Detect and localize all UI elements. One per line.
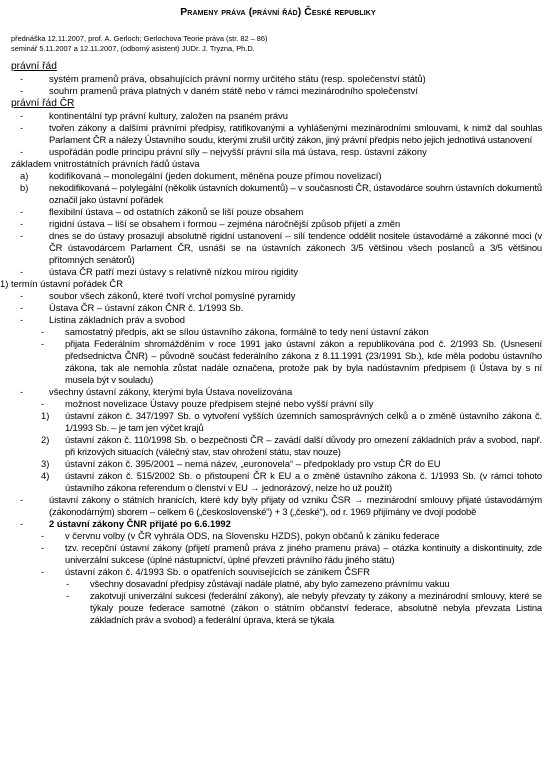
list-item: - rigidní ústava – liší se obsahem i formou – zejména náročnější způsob přijetí a změn — [0, 218, 556, 230]
sub-list-item: 1) ústavní zákon č. 347/1997 Sb. o vytvoření vyšších územních samosprávných celků a o změně ústavního zákona č. 1/1993 Sb. – je tam jen výčet krajů — [41, 410, 542, 434]
item-text: přijata Federálním shromážděním v roce 1991 jako ústavní zákon a republikována pod č. 2/1993 Sb. (Usnesení předsednictva ČNR) – původně součást federálního zákona z 8.11.1991 (23/1991 Sb.), kde měla podobu ústavního zákona, tak ale nemohla zůstat nadále označena, protože pak by byla nadústavním předpisem (i Ústava by s ní musela být v souladu) — [65, 338, 542, 386]
sub-sub-list-item: - všechny dosavadní předpisy zůstávají nadále platné, aby bylo zamezeno právnímu vakuu — [0, 578, 556, 590]
list-item: - Ústava ČR – ústavní zákon ČNR č. 1/1993 Sb. — [0, 302, 556, 314]
sub-list-item: - v červnu volby (v ČR vyhrála ODS, na Slovensku HZDS), pokyn občanů k zániku federace — [0, 530, 556, 542]
sub-list-item: - možnost novelizace Ústavy pouze předpisem stejné nebo vyšší právní síly — [0, 398, 556, 410]
item-text: Listina základních práv a svobod — [49, 314, 186, 326]
term-heading: 1) termín ústavní pořádek ČR — [0, 278, 123, 290]
item-text: Ústava ČR – ústavní zákon ČNR č. 1/1993 Sb. — [49, 302, 244, 314]
item-text: samostatný předpis, akt se sílou ústavního zákona, formálně to tedy není ústavní zákon — [65, 326, 429, 338]
item-text: souhrn pramenů práva platných v daném státě nebo v rámci mezinárodního společenství — [49, 85, 418, 97]
list-item: - systém pramenů práva, obsahujících právní normy určitého státu (resp. společenství států) — [0, 73, 556, 85]
list-item: - kontinentální typ právní kultury, založen na psaném právu — [0, 110, 556, 122]
document-title — [0, 7, 556, 19]
item-text: ústavní zákon č. 347/1997 Sb. o vytvoření vyšších územních samosprávných celků a o změně ústavního zákona č. 1/1993 Sb. – je tam jen výčet krajů — [65, 410, 542, 434]
section-heading-pravni-rad — [11, 61, 556, 73]
title-text: Prameny práva (právní řád) České republiky — [180, 7, 376, 18]
item-text: v červnu volby (v ČR vyhrála ODS, na Slovensku HZDS), pokyn občanů k zániku federace — [65, 530, 440, 542]
sub-list-item: 4) ústavní zákon č. 515/2002 Sb. o přistoupení ČR k EU a o změně ústavního zákona č. 1/1993 Sb. (v rámci tohoto ústavního zákona referendum o členství v EU → jednorázový, nelze ho už použít) — [41, 470, 542, 494]
list-item: - 2 ústavní zákony ČNR přijaté po 6.6.1992 — [0, 518, 556, 530]
list-item: - flexibilní ústava – od ostatních zákonů se liší pouze obsahem — [0, 206, 556, 218]
item-text: ústavní zákon č. 110/1998 Sb. o bezpečnosti ČR – zavádí další důvody pro omezení základních práv a svobod, např. při krizových situacích (válečný stav, stav ohrožení státu, stav nouze) — [65, 434, 542, 458]
item-text: 2 ústavní zákony ČNR přijaté po 6.6.1992 — [49, 518, 231, 530]
sub-sub-list-item: - zakotvují univerzální sukcesi (federální zákony), ale nebyly převzaty ty zákony a mezinárodní smlouvy, které se týkaly pouze federace samotné (zákon o státním občanství federace, absolutně nebyla převzata Listina základních práv a svobod) a federální úprava, která se týkala — [66, 590, 542, 626]
seminar-line: seminář 5.11.2007 a 12.11.2007, (odborný asistent) JUDr. J. Tryzna, Ph.D. — [11, 43, 255, 53]
list-item: - dnes se do ústavy prosazují absolutně rigidní ustanovení – sílí tendence oddělit nositele ústavodárné a zákonné moci (v ČR ústavodárcem Parlament ČR, usnáší se na ústavních zákonech 3/5 většinou všech poslanců a 3/5 většinou přítomných senátorů) — [20, 230, 542, 266]
constitution-intro: základem vnitrostátních právních řádů ústava — [11, 158, 200, 170]
item-text: možnost novelizace Ústavy pouze předpisem stejné nebo vyšší právní síly — [65, 398, 374, 410]
sub-list-item: - samostatný předpis, akt se sílou ústavního zákona, formálně to tedy není ústavní zákon — [0, 326, 556, 338]
item-text: uspořádán podle principu právní síly – nejvyšší právní síla má ústava, resp. ústavní zákony — [49, 146, 427, 158]
list-item: - Listina základních práv a svobod — [0, 314, 556, 326]
list-item: - ústava ČR patří mezi ústavy s relativně nízkou mírou rigidity — [0, 266, 556, 278]
item-text: ústavní zákon č. 515/2002 Sb. o přistoupení ČR k EU a o změně ústavního zákona č. 1/1993 Sb. (v rámci tohoto ústavního zákona referendum o členství v EU → jednorázový, nelze ho už použít) — [65, 470, 542, 494]
item-text: ústavní zákon č. 4/1993 Sb. o opatřeních souvisejících se zánikem ČSFR — [65, 566, 370, 578]
list-item: - souhrn pramenů práva platných v daném státě nebo v rámci mezinárodního společenství — [0, 85, 556, 97]
item-text: flexibilní ústava – od ostatních zákonů se liší pouze obsahem — [49, 206, 304, 218]
list-item: - uspořádán podle principu právní síly – nejvyšší právní síla má ústava, resp. ústavní zákony — [0, 146, 556, 158]
item-text: kontinentální typ právní kultury, založen na psaném právu — [49, 110, 289, 122]
item-text: systém pramenů práva, obsahujících právní normy určitého státu (resp. společenství států) — [49, 73, 426, 85]
item-text: všechny dosavadní předpisy zůstávají nadále platné, aby bylo zamezeno právnímu vakuu — [90, 578, 450, 590]
item-text: ústavní zákon č. 395/2001 – nemá název, „euronovela“ – předpoklady pro vstup ČR do EU — [65, 458, 441, 470]
item-text: dnes se do ústavy prosazují absolutně rigidní ustanovení – sílí tendence oddělit nositele ústavodárné a zákonné moci (v ČR ústavodárcem Parlament ČR, usnáší se na ústavních zákonech 3/5 většinou všech poslanců a 3/5 většinou přítomných senátorů) — [49, 230, 542, 266]
sub-list-item: - přijata Federálním shromážděním v roce 1991 jako ústavní zákon a republikována pod č. 2/1993 Sb. (Usnesení předsednictva ČNR) – původně součást federálního zákona z 8.11.1991 (23/1991 Sb.), kde měla podobu ústavního zákona, tak ale nemohla zůstat nadále označena, protože pak by byla nadústavním předpisem (i Ústava by s ní musela být v souladu) — [41, 338, 542, 386]
list-item: - tvořen zákony a dalšími právními předpisy, ratifikovanými a vyhlášenými mezinárodními smlouvami, k nimž dal souhlas Parlament ČR a nálezy Ústavního soudu, kterými zrušil určitý zákon, jiný právní předpis nebo jejich jednotlivá ustanovení — [20, 122, 542, 146]
item-text: soubor všech zákonů, které tvoří vrchol pomyslné pyramidy — [49, 290, 296, 302]
sub-list-item: - ústavní zákon č. 4/1993 Sb. o opatřeních souvisejících se zánikem ČSFR — [0, 566, 556, 578]
item-text: kodifikovaná – monolegální (jeden dokument, měněna pouze přímou novelizací) — [49, 170, 382, 182]
item-text: zakotvují univerzální sukcesi (federální zákony), ale nebyly převzaty ty zákony a mezinárodní smlouvy, které se týkaly pouze federace samotné (zákon o státním občanství federace, absolutně nebyla převzata Listina základních práv a svobod) a federální úprava, která se týkala — [90, 590, 542, 626]
item-text: ústava ČR patří mezi ústavy s relativně nízkou mírou rigidity — [49, 266, 299, 278]
item-text: ústavní zákony o státních hranicích, které kdy byly přijaty od vzniku ČSR → mezinárodní smlouvy přijaté ústavodárným (zákonodárným) sborem – celkem 6 („československé“) + 3 („české“), od r. 1969 přijímány ve dvojí podobě — [49, 494, 542, 518]
item-text: tzv. recepční ústavní zákony (přijetí pramenů práva z jiného pramenu práva) – otázka kontinuity a diskontinuity, zde univerzální sukcese (úplné nástupnictví, úplné převzetí právního řádu jiného státu) — [65, 542, 542, 566]
sub-list-item: 2) ústavní zákon č. 110/1998 Sb. o bezpečnosti ČR – zavádí další důvody pro omezení základních práv a svobod, např. při krizových situacích (válečný stav, stav ohrožení státu, stav nouze) — [41, 434, 542, 458]
item-text: nekodifikovaná – polylegální (několik ústavních dokumentů) – v současnosti ČR, ústavodárce souhrn ústavních dokumentů označil jako ústavní pořádek — [49, 182, 542, 206]
item-text: všechny ústavní zákony, kterými byla Ústava novelizována — [49, 386, 293, 398]
sub-list-item: - tzv. recepční ústavní zákony (přijetí pramenů práva z jiného pramenu práva) – otázka kontinuity a diskontinuity, zde univerzální sukcese (úplné nástupnictví, úplné převzetí právního řádu jiného státu) — [41, 542, 542, 566]
heading-text: právní řád ČR — [11, 98, 75, 110]
list-item: a) kodifikovaná – monolegální (jeden dokument, měněna pouze přímou novelizací) — [0, 170, 556, 182]
lecture-line: přednáška 12.11.2007, prof. A. Gerloch; Gerlochova Teorie práva (str. 82 – 86) — [11, 34, 268, 43]
sub-list-item: 3) ústavní zákon č. 395/2001 – nemá název, „euronovela“ – předpoklady pro vstup ČR do EU — [0, 458, 556, 470]
list-item: - soubor všech zákonů, které tvoří vrchol pomyslné pyramidy — [0, 290, 556, 302]
list-item: - ústavní zákony o státních hranicích, které kdy byly přijaty od vzniku ČSR → mezinárodní smlouvy přijaté ústavodárným (zákonodárným) sborem – celkem 6 („československé“) + 3 („české“), od r. 1969 přijímány ve dvojí podobě — [20, 494, 542, 518]
heading-text: právní řád — [11, 61, 57, 73]
list-item: - všechny ústavní zákony, kterými byla Ústava novelizována — [0, 386, 556, 398]
list-item: b) nekodifikovaná – polylegální (několik ústavních dokumentů) – v současnosti ČR, ústavodárce souhrn ústavních dokumentů označil jako ústavní pořádek — [20, 182, 542, 206]
item-text: tvořen zákony a dalšími právními předpisy, ratifikovanými a vyhlášenými mezinárodními smlouvami, k nimž dal souhlas Parlament ČR a nálezy Ústavního soudu, kterými zrušil určitý zákon, jiný právní předpis nebo jejich jednotlivá ustanovení — [49, 122, 542, 146]
section-heading-pravni-rad-cr — [0, 97, 556, 110]
item-text: rigidní ústava – liší se obsahem i formou – zejména náročnější způsob přijetí a změn — [49, 218, 401, 230]
lecture-info — [11, 34, 556, 53]
